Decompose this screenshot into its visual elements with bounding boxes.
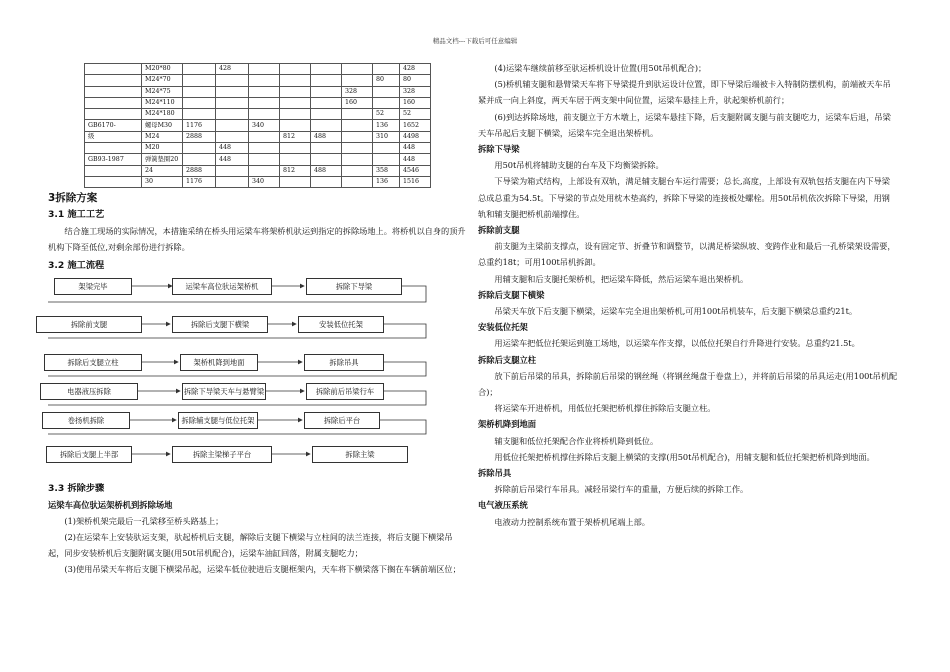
step-4: (4)运梁车继续前移至驮运桥机设计位置(用50t吊机配合)； [494,63,707,73]
table-cell [249,165,280,176]
table-cell [216,75,249,86]
heading-install-low-bracket: 安装低位托架 [478,322,528,333]
table-cell: 1176 [183,120,216,131]
table-cell: 340 [249,120,280,131]
table-cell [311,176,342,187]
table-cell [311,75,342,86]
table-cell: 1516 [400,176,431,187]
heading-remove-hoist: 拆除吊具 [478,468,512,479]
table-cell [85,176,142,187]
table-cell: M24*70 [142,75,183,86]
table-cell: 24 [142,165,183,176]
flow-step-14: 拆除辅支腿与低位托架 [178,412,258,429]
flow-step-12: 拆除前后吊梁行车 [306,383,384,400]
text-front-leg-2: 用辅支腿和后支腿托架桥机，把运梁车降低，然后运梁车退出架桥机。 [494,273,749,284]
table-cell: 80 [373,75,400,86]
heading-lower-to-ground: 架桥机降到地面 [478,419,537,430]
table-cell: 428 [400,64,431,75]
table-cell: M20*80 [142,64,183,75]
table-cell: 52 [373,109,400,120]
text-front-leg-1: 前支腿为主梁前支撑点，设有固定节、折叠节和调整节，以满足桥梁纵坡、变跨作业和最后一孔桥梁架设需要，总重约18t；可用100t吊机拆卸。 [478,241,896,268]
flow-step-8: 架桥机降到地面 [180,354,258,371]
table-cell: 弹簧垫圈20 [142,154,183,165]
table-cell [342,176,373,187]
step-5: (5)桥机辅支腿和悬臂梁天车将下导梁提升到驮运设计位置，即下导梁后端被卡入特制防摆机构，前端被天车吊紧并成一向上斜度，两天车居于两支架中间位置，运梁车悬挂上升，驮起架桥机前行； [478,79,891,106]
table-row [85,109,431,120]
table-cell: 2888 [183,131,216,142]
table-cell [342,131,373,142]
table-cell [342,120,373,131]
section32-title: 3.2 施工流程 [48,260,105,272]
table-cell: 80 [400,75,431,86]
table-cell: 340 [249,176,280,187]
table-cell [249,64,280,75]
table-cell [85,75,142,86]
text-lower-to-ground-2: 用低位托架把桥机撑住拆除后支腿上横梁的支撑(用50t吊机配合)，用辅支腿和低位托架把桥机降到地面。 [494,451,875,462]
left-column [48,63,468,577]
heading-electro-hydraulic: 电气液压系统 [478,500,528,511]
table-cell [216,86,249,97]
table-cell [280,86,311,97]
step-3: (3)使用吊梁天车将后支腿下横梁吊起，运梁车低位驶进后支腿框架内，天车将下横梁落下搁在车辆前端区位； [64,564,461,575]
table-cell [311,64,342,75]
section31-text: 结合施工现场的实际情况，本措施采纳在桥头用运梁车将架桥机驮运到指定的拆除场地上。将桥机以自身的顶升机构下降至低位,对剩余部份进行拆除。 [48,226,466,253]
table-cell: 812 [280,131,311,142]
table-cell [249,97,280,108]
table-cell [216,176,249,187]
flow-step-15: 拆除后平台 [304,412,380,429]
text-lower-to-ground-1: 辅支腿和低位托架配合作业将桥机降到低位。 [494,435,659,446]
table-cell [280,75,311,86]
flow-step-5: 拆除后支腿下横梁 [172,316,268,333]
table-cell [183,109,216,120]
section31-title: 3.1 施工工艺 [48,209,105,221]
table-cell [183,143,216,154]
section33-title: 3.3 拆除步骤 [48,483,105,495]
table-cell [183,86,216,97]
text-lower-guide-1: 用50t吊机将辅助支腿的台车及下均衡梁拆除。 [494,160,664,171]
table-cell [311,120,342,131]
table-cell: 310 [373,131,400,142]
table-cell: 448 [216,154,249,165]
table-cell: 4546 [400,165,431,176]
table-cell [342,143,373,154]
table-cell [280,120,311,131]
table-cell: 1176 [183,176,216,187]
step-1: (1)架桥机架完最后一孔梁移至桥头路基上； [64,516,224,527]
table-cell [183,97,216,108]
table-cell [249,131,280,142]
table-cell: M24*180 [142,109,183,120]
table-cell [311,86,342,97]
table-row [85,75,431,86]
flow-step-2: 运梁车高位驮运架桥机 [172,278,272,295]
table-row [85,86,431,97]
table-cell: 448 [216,143,249,154]
text-rear-leg-column-2: 将运梁车开进桥机，用低位托架把桥机撑住拆除后支腿立柱。 [494,403,716,414]
text-rear-leg-lower-beam: 吊梁天车放下后支腿下横梁，运梁车完全退出架桥机,可用100t吊机装车，后支腿下横梁总重约21t。 [494,306,858,317]
flow-step-9: 拆除吊具 [304,354,384,371]
table-row [85,143,431,154]
table-cell: 160 [342,97,373,108]
table-cell: 4498 [400,131,431,142]
table-cell [183,154,216,165]
table-cell [85,64,142,75]
table-cell [249,143,280,154]
table-cell [342,109,373,120]
table-cell [280,64,311,75]
table-cell: 428 [216,64,249,75]
table-cell [373,97,400,108]
flow-step-1: 架梁完毕 [54,278,132,295]
right-column [478,60,898,530]
table-cell [280,97,311,108]
heading-remove-lower-guide-beam: 拆除下导梁 [478,144,520,155]
flow-step-13: 卷扬机拆除 [42,412,130,429]
table-cell [342,64,373,75]
table-row [85,176,431,187]
flow-step-17: 拆除主梁梯子平台 [172,446,272,463]
header-note: 精品文档---下载后可任意编辑 [432,37,518,45]
table-cell: 488 [311,165,342,176]
flow-step-10: 电器液压拆除 [40,383,138,400]
table-cell [85,97,142,108]
table-cell: GB6170- [85,120,142,131]
table-cell: 2888 [183,165,216,176]
table-cell: 448 [400,143,431,154]
table-cell: 812 [280,165,311,176]
table-cell [216,120,249,131]
table-cell [373,154,400,165]
table-cell [249,109,280,120]
heading-remove-front-leg: 拆除前支腿 [478,225,520,236]
table-cell: 1652 [400,120,431,131]
flow-step-18: 拆除主梁 [312,446,408,463]
table-cell: M20 [142,143,183,154]
table-cell: 488 [311,131,342,142]
table-cell [280,143,311,154]
flow-step-3: 拆除下导梁 [306,278,402,295]
table-cell: M24*75 [142,86,183,97]
table-cell [216,165,249,176]
table-cell [311,143,342,154]
text-remove-hoist: 拆除前后吊梁行车吊具。减轻吊梁行车的重量，方便后续的拆除工作。 [494,484,749,495]
step-2: (2)在运梁车上安装驮运支架，驮起桥机后支腿，解除后支腿下横梁与立柱间的法兰连接，将后支腿下横梁吊起，同步安装桥机后支腿附属支腿(用50t吊机配合)，运梁车油缸回落，附属支腿吃力； [48,532,453,559]
heading-remove-rear-leg-column: 拆除后支腿立柱 [478,354,537,365]
table-cell [311,109,342,120]
table-cell [311,97,342,108]
table-cell [311,154,342,165]
bolt-spec-table [84,63,431,188]
table-cell: 160 [400,97,431,108]
table-cell [280,154,311,165]
table-cell [85,86,142,97]
table-cell: 136 [373,120,400,131]
section33-subtitle: 运梁车高位驮运架桥机到拆除场地 [48,500,173,511]
table-cell [280,176,311,187]
flow-step-7: 拆除后支腿立柱 [44,354,142,371]
table-cell: 30 [142,176,183,187]
text-lower-guide-2: 下导梁为箱式结构，上部设有双轨，满足辅支腿台车运行需要；总长,高度，上部设有双轨包括支腿在内下导梁总成总重为54.5t。下导梁的节点处用枕木垫高约，拆除下导梁的连接板处螺栓。用50t吊机依次拆除下导梁，用钢轨和辅支腿把桥机前端撑住。 [478,176,890,219]
table-cell [342,165,373,176]
table-cell [249,75,280,86]
table-cell: GB93-1987 [85,154,142,165]
flow-step-16: 拆除后支腿上半部 [46,446,132,463]
flow-step-11: 拆除下导梁天车与悬臂梁 [182,383,266,400]
table-cell [216,109,249,120]
table-cell: 328 [400,86,431,97]
table-cell: M24*110 [142,97,183,108]
table-cell [85,143,142,154]
table-row [85,131,431,142]
text-rear-leg-column-1: 放下前后吊梁的吊具，拆除前后吊梁的钢丝绳（将钢丝绳盘于卷盘上），并将前后吊梁的吊具运走(用100t吊机配合)； [478,370,898,398]
flow-step-6: 安装低位托架 [298,316,384,333]
heading-remove-rear-leg-lower-beam: 拆除后支腿下横梁 [478,289,545,300]
table-cell [342,75,373,86]
table-cell: 螺母M30 [142,120,183,131]
table-row [85,97,431,108]
table-cell: 52 [400,109,431,120]
table-cell [373,64,400,75]
table-cell: 136 [373,176,400,187]
table-cell [216,97,249,108]
table-cell [373,143,400,154]
table-cell [249,154,280,165]
table-row [85,154,431,165]
flow-step-4: 拆除前支腿 [36,316,142,333]
table-cell [342,154,373,165]
table-cell: 358 [373,165,400,176]
table-row [85,64,431,75]
table-cell [85,109,142,120]
table-cell [183,75,216,86]
text-electro-hydraulic: 电液动力控制系统布置于架桥机尾端上部。 [494,516,650,527]
table-cell [280,109,311,120]
text-low-bracket: 用运梁车把低位托架运到施工场地，以运梁车作支撑，以低位托架自行升降进行安装。总重约21.5t。 [494,338,860,349]
table-cell: 328 [342,86,373,97]
section3-title: 3拆除方案 [48,192,98,205]
table-cell: 级 [85,131,142,142]
table-cell [183,64,216,75]
table-cell [85,165,142,176]
table-row [85,165,431,176]
process-flowchart [48,274,468,479]
step-6: (6)到达拆除场地，前支腿立于方木墩上，运梁车悬挂下降，后支腿附属支腿与前支腿吃力，运梁车后退，吊梁天车吊起后支腿下横梁，运梁车完全退出架桥机。 [478,111,891,138]
table-cell: M24 [142,131,183,142]
table-cell [249,86,280,97]
table-cell [373,86,400,97]
table-cell: 448 [400,154,431,165]
table-cell [216,131,249,142]
table-row [85,120,431,131]
